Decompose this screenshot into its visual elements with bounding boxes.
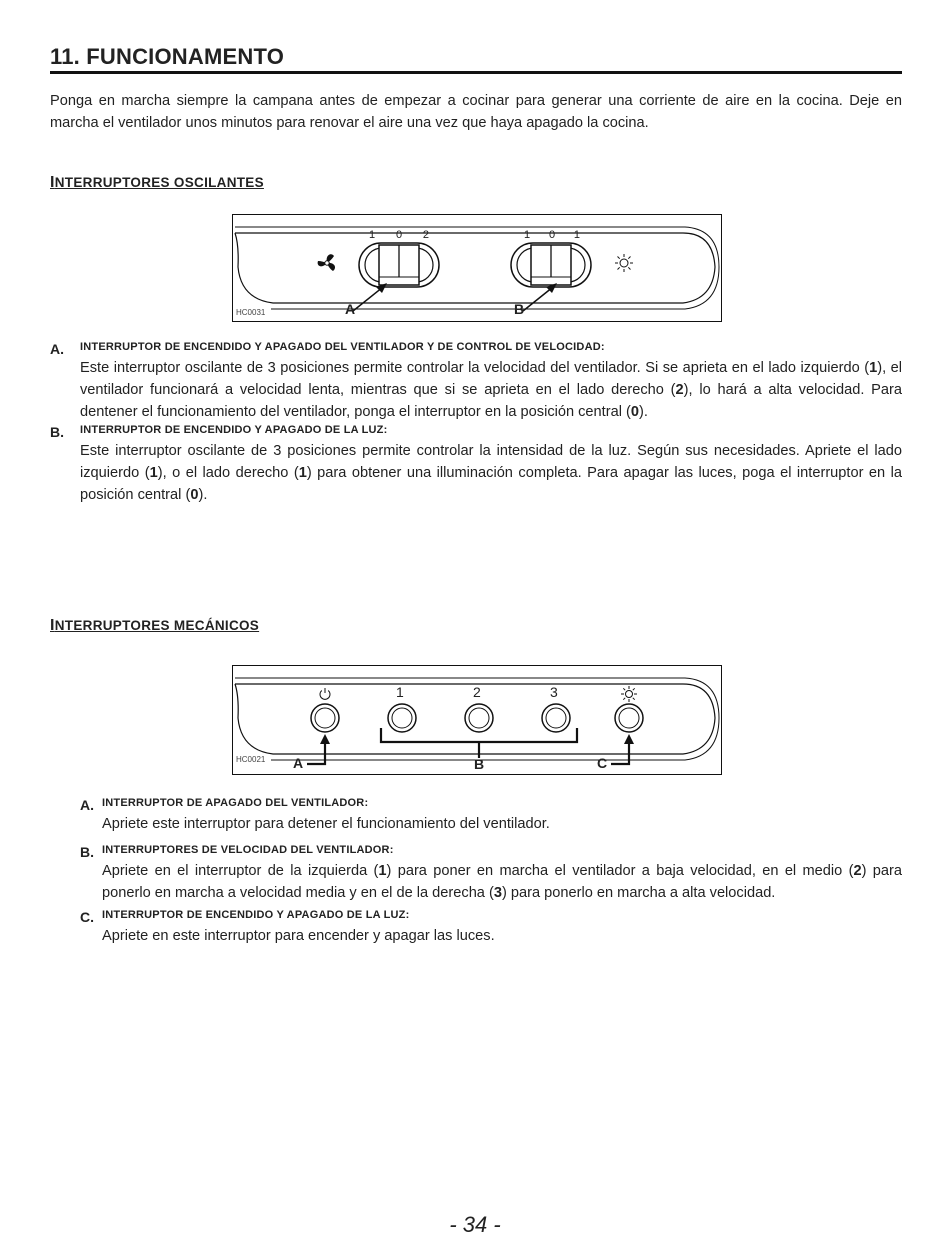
callout-a-label: A [293,755,304,771]
callout-arrow-a [353,283,387,311]
item-letter: A. [80,797,94,813]
mechanical-item-b [80,844,902,904]
text-segment: Apriete en este interruptor para encender y apagar las luces. [102,928,495,944]
intro-paragraph: Ponga en marcha siempre la campana antes de empezar a cocinar para generar una corriente de aire en la cocina. Deje en marcha el ventilador unos minutos para renovar el aire una vez que haya apagado la cocina. [50,93,902,131]
button-label-1: 1 [396,684,404,700]
item-heading: INTERRUPTOR DE APAGADO DEL VENTILADOR: [102,797,369,809]
figure-code: HC0031 [236,308,266,317]
switch-b-positions [524,229,580,241]
button-speed-1 [388,704,416,732]
value-segment: 1 [298,465,307,481]
item-heading: INTERRUPTOR DE ENCENDIDO Y APAGADO DE LA LUZ: [80,424,388,436]
button-speed-3 [542,704,570,732]
value-segment: 1 [149,465,158,481]
rocker-switches-figure [232,214,722,322]
value-segment: 0 [630,404,639,420]
callout-a-label: A [345,301,356,317]
power-icon [320,688,330,699]
text-segment: ). [198,487,208,503]
text-segment: ), lo hará a alta velocidad. Para dentener el funcionamiento del ventilador, ponga el interruptor en la posición central ( [80,382,902,420]
rocker-heading-rest: NTERRUPTORES OSCILANTES [54,175,264,190]
value-segment: 0 [190,487,199,503]
button-off [311,704,339,732]
text-segment: Este interruptor oscilante de 3 posiciones permite controlar la velocidad del ventilador. Si se aprieta en el lado izquierdo ( [80,360,870,376]
mechanical-heading-initial: I [50,617,55,634]
item-text [80,357,902,423]
item-text [80,440,902,506]
section-title: 11. FUNCIONAMENTO [50,44,285,69]
switch-b-label-left: 1 [524,229,531,241]
callout-c-label: C [597,755,608,771]
item-heading: INTERRUPTORES DE VELOCIDAD DEL VENTILADOR: [102,844,394,856]
item-letter: B. [80,844,94,860]
rocker-item-b [50,424,902,506]
value-segment: 2 [853,863,862,879]
rocker-switch-a [359,243,439,287]
switch-a-label-right: 2 [422,229,429,241]
mechanical-heading-rest: NTERRUPTORES MECÁNICOS [54,618,260,633]
text-segment: Apriete este interruptor para detener el funcionamiento del ventilador. [102,816,550,832]
text-segment: ) para ponerlo en marcha a velocidad media y en el de la derecha ( [102,863,903,901]
button-light [615,704,643,732]
callout-b-label: B [474,756,485,772]
switch-a-label-left: 1 [369,229,376,241]
mechanical-item-a [80,797,902,835]
rocker-switches-heading [50,174,264,192]
mechanical-item-c [80,909,902,947]
value-segment: 1 [378,863,387,879]
title-rule [50,71,902,74]
sun-icon [621,686,637,702]
switch-a-positions [369,229,429,241]
rocker-item-a [50,341,902,423]
item-letter: B. [50,424,64,440]
callout-b-label: B [514,301,525,317]
fan-icon [318,254,335,271]
item-text [102,925,902,947]
page-number: - 34 - [449,1212,501,1237]
item-letter: A. [50,341,64,357]
item-heading: INTERRUPTOR DE ENCENDIDO Y APAGADO DE LA LUZ: [102,909,410,921]
button-label-3: 3 [550,684,558,700]
button-speed-2 [465,704,493,732]
text-segment: Apriete en el interruptor de la izquierda ( [102,863,379,879]
item-heading: INTERRUPTOR DE ENCENDIDO Y APAGADO DEL VENTILADOR Y DE CONTROL DE VELOCIDAD: [80,341,605,353]
text-segment: ) para obtener una illuminación completa. Para apagar las luces, poga el interruptor en la posición central ( [80,465,903,503]
button-label-2: 2 [473,684,481,700]
rocker-heading-initial: I [50,174,55,191]
mechanical-switches-figure [232,665,722,775]
item-text [102,860,902,904]
switch-a-label-center: 0 [395,229,403,241]
text-segment: ), el ventilador funcionará a velocidad lenta, mientras que si se aprieta en el lado derecho ( [80,360,903,398]
figure-code: HC0021 [236,755,266,764]
switch-b-label-center: 0 [548,229,556,241]
item-letter: C. [80,909,94,925]
rocker-panel-drawing [233,215,721,321]
item-text [102,813,902,835]
text-segment: ). [638,404,648,420]
text-segment: ) para ponerlo en marcha a alta velocidad. [501,885,776,901]
value-segment: 3 [493,885,502,901]
value-segment: 1 [869,360,878,376]
switch-b-label-right: 1 [573,229,580,241]
text-segment: Este interruptor oscilante de 3 posiciones permite controlar la intensidad de la luz. Según sus necesidades. Apriete el lado izquierdo ( [80,443,902,481]
text-segment: ) para poner en marcha el ventilador a baja velocidad, en el medio ( [386,863,854,879]
sun-icon [615,254,633,272]
text-segment: ), o el lado derecho ( [157,465,299,481]
value-segment: 2 [675,382,684,398]
mechanical-switches-heading [50,617,259,635]
rocker-switch-b [511,243,591,287]
